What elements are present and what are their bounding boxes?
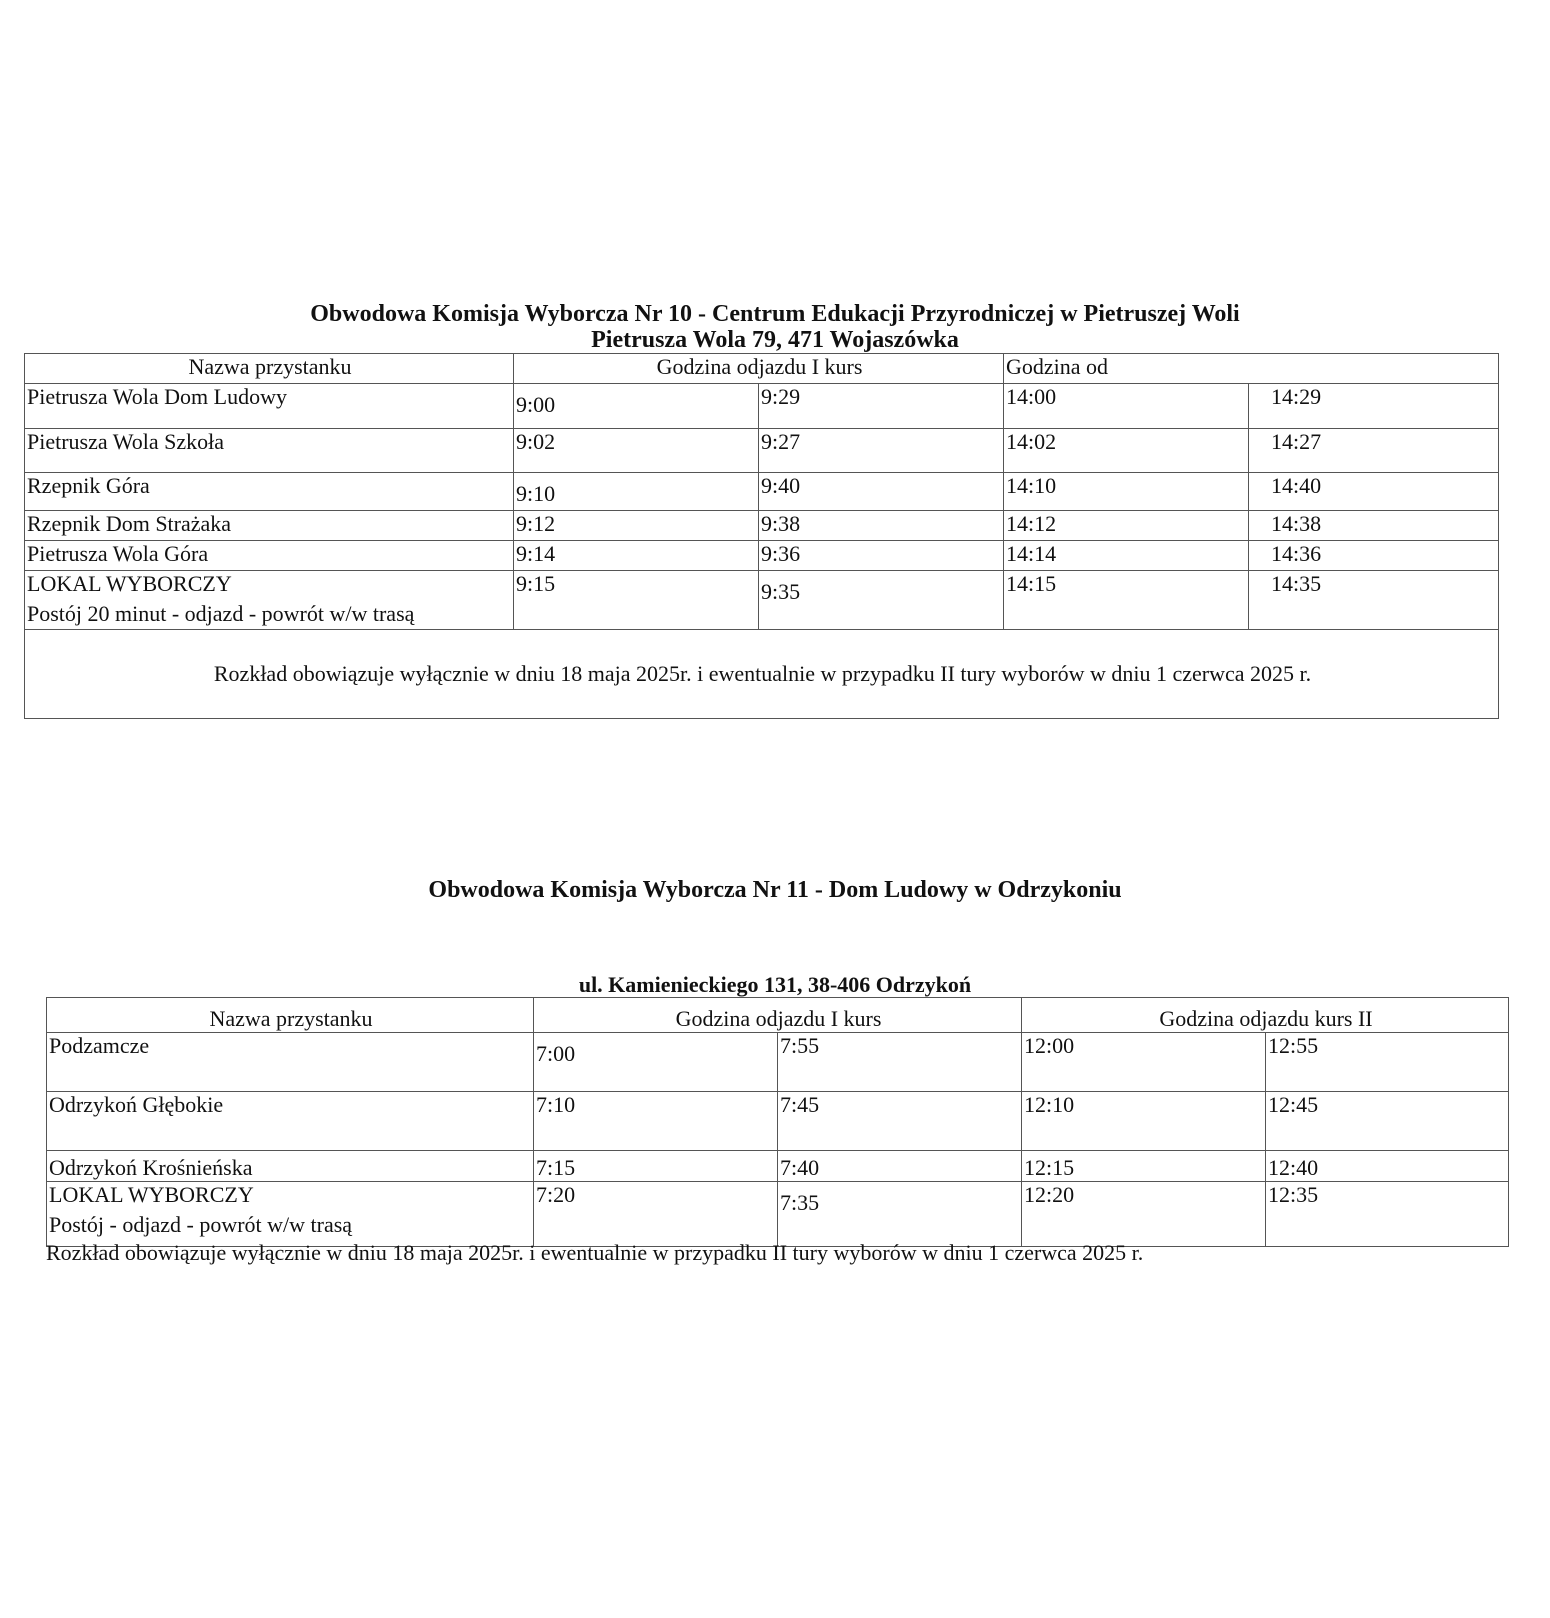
stop-name-cell — [47, 1182, 534, 1247]
departure-time: 12:55 — [1266, 1033, 1509, 1092]
table1-title-line2: Pietrusza Wola 79, 471 Wojaszówka — [591, 327, 959, 353]
stop-name: Odrzykoń Krośnieńska — [47, 1151, 534, 1182]
table2-address: ul. Kamienieckiego 131, 38-406 Odrzykoń — [578, 972, 972, 997]
departure-time: 14:12 — [1004, 511, 1249, 541]
departure-time: 9:38 — [759, 511, 1004, 541]
table-row — [25, 511, 1499, 541]
table1-schedule — [24, 353, 1499, 719]
stop-note: Postój 20 minut - odjazd - powrót w/w trasą — [27, 601, 415, 626]
stop-name: Odrzykoń Głębokie — [47, 1092, 534, 1151]
table-header-row — [25, 354, 1499, 384]
departure-time: 12:20 — [1022, 1182, 1266, 1247]
departure-time: 7:55 — [778, 1033, 1022, 1092]
header-stop-name: Nazwa przystanku — [25, 354, 514, 384]
departure-time: 9:35 — [759, 571, 1004, 630]
table-header-row — [47, 998, 1509, 1033]
departure-time: 14:35 — [1249, 571, 1499, 630]
stop-name: Rzepnik Góra — [25, 473, 514, 511]
departure-time: 14:36 — [1249, 541, 1499, 571]
departure-time: 12:00 — [1022, 1033, 1266, 1092]
departure-time: 9:36 — [759, 541, 1004, 571]
departure-time: 14:38 — [1249, 511, 1499, 541]
stop-name: Rzepnik Dom Strażaka — [25, 511, 514, 541]
table2-schedule — [46, 997, 1509, 1247]
departure-time: 9:12 — [514, 511, 759, 541]
departure-time: 14:10 — [1004, 473, 1249, 511]
stop-name: LOKAL WYBORCZY — [27, 571, 232, 596]
departure-time: 7:00 — [534, 1033, 778, 1092]
table2-title: Obwodowa Komisja Wyborcza Nr 11 - Dom Ludowy w Odrzykoniu — [428, 877, 1122, 903]
departure-time: 12:15 — [1022, 1151, 1266, 1182]
stop-name: Pietrusza Wola Góra — [25, 541, 514, 571]
stop-name: LOKAL WYBORCZY — [49, 1182, 254, 1207]
table-row — [25, 541, 1499, 571]
header-course-2: Godzina odjazdu kurs II — [1022, 998, 1509, 1033]
table-row — [47, 1182, 1509, 1247]
departure-time: 7:40 — [778, 1151, 1022, 1182]
departure-time: 14:14 — [1004, 541, 1249, 571]
table-row — [25, 571, 1499, 630]
stop-name: Podzamcze — [47, 1033, 534, 1092]
departure-time: 9:40 — [759, 473, 1004, 511]
departure-time: 12:45 — [1266, 1092, 1509, 1151]
stop-note: Postój - odjazd - powrót w/w trasą — [49, 1212, 353, 1237]
schedule-note: Rozkład obowiązuje wyłącznie w dniu 18 maja 2025r. i ewentualnie w przypadku II tury wyborów w dniu 1 czerwca 2025 r. — [46, 1240, 1144, 1265]
table1-title-line1: Obwodowa Komisja Wyborcza Nr 10 - Centrum Edukacji Przyrodniczej w Pietruszej Woli — [310, 301, 1240, 327]
table-row — [47, 1151, 1509, 1182]
departure-time: 12:40 — [1266, 1151, 1509, 1182]
header-course-2: Godzina od — [1004, 354, 1499, 384]
header-stop-name: Nazwa przystanku — [47, 998, 534, 1033]
departure-time: 9:27 — [759, 429, 1004, 473]
schedule-note: Rozkład obowiązuje wyłącznie w dniu 18 maja 2025r. i ewentualnie w przypadku II tury wyborów w dniu 1 czerwca 2025 r. — [25, 630, 1499, 719]
departure-time: 12:10 — [1022, 1092, 1266, 1151]
departure-time: 7:45 — [778, 1092, 1022, 1151]
departure-time: 12:35 — [1266, 1182, 1509, 1247]
departure-time: 7:35 — [778, 1182, 1022, 1247]
table-row — [47, 1092, 1509, 1151]
departure-time: 9:29 — [759, 384, 1004, 429]
stop-name-cell — [25, 571, 514, 630]
table-row — [25, 384, 1499, 429]
table-note-row — [25, 630, 1499, 719]
table-row — [25, 429, 1499, 473]
table-row — [25, 473, 1499, 511]
departure-time: 7:10 — [534, 1092, 778, 1151]
departure-time: 9:15 — [514, 571, 759, 630]
departure-time: 9:00 — [514, 384, 759, 429]
header-course-1: Godzina odjazdu I kurs — [534, 998, 1022, 1033]
departure-time: 14:29 — [1249, 384, 1499, 429]
departure-time: 7:15 — [534, 1151, 778, 1182]
departure-time: 14:27 — [1249, 429, 1499, 473]
departure-time: 9:14 — [514, 541, 759, 571]
departure-time: 14:15 — [1004, 571, 1249, 630]
header-course-1: Godzina odjazdu I kurs — [514, 354, 1004, 384]
departure-time: 14:40 — [1249, 473, 1499, 511]
table-row — [47, 1033, 1509, 1092]
departure-time: 14:00 — [1004, 384, 1249, 429]
departure-time: 9:10 — [514, 473, 759, 511]
departure-time: 14:02 — [1004, 429, 1249, 473]
departure-time: 7:20 — [534, 1182, 778, 1247]
departure-time: 9:02 — [514, 429, 759, 473]
stop-name: Pietrusza Wola Szkoła — [25, 429, 514, 473]
stop-name: Pietrusza Wola Dom Ludowy — [25, 384, 514, 429]
